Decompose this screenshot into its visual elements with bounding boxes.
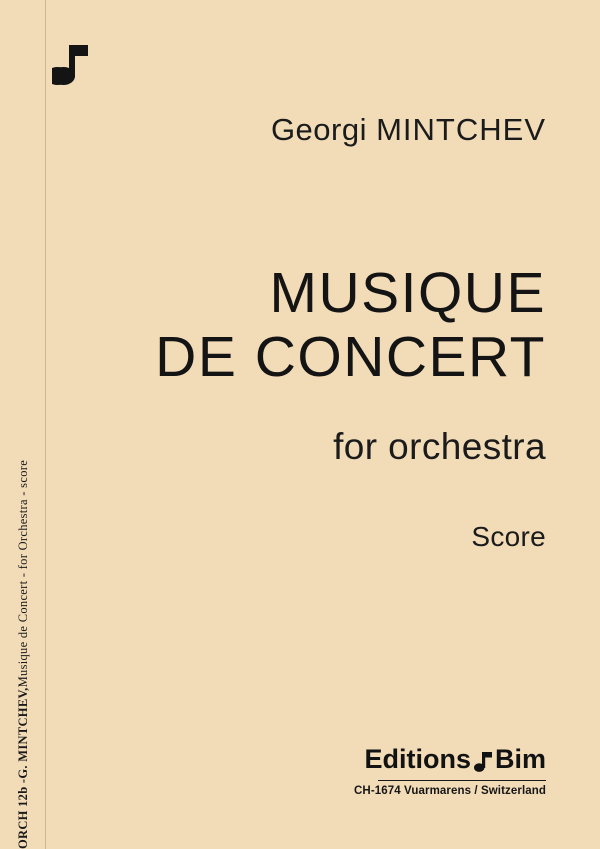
spine-text-block	[0, 0, 46, 849]
publisher-name-bim: Bim	[494, 744, 546, 774]
cover-content	[46, 0, 600, 849]
spine-strip	[0, 0, 46, 849]
publisher-address: CH-1674 Vuarmarens / Switzerland	[354, 785, 546, 797]
bim-note-logo-icon	[474, 750, 492, 772]
title-line-2: DE CONCERT	[155, 324, 546, 389]
spine-description: Musique de Concert - for Orchestra - score	[16, 459, 30, 688]
composer-name	[271, 112, 546, 148]
publisher-block	[354, 744, 546, 797]
publisher-name-editions: Editions	[364, 744, 471, 774]
title-line-1: MUSIQUE	[269, 261, 546, 325]
subtitle: for orchestra	[333, 426, 546, 467]
score-label: Score	[471, 521, 546, 552]
composer-first-name: Georgi	[270, 112, 377, 147]
spine-catalog-number: ORCH 12b -	[16, 778, 30, 849]
composer-last-name: MINTCHEV	[376, 112, 546, 147]
spine-composer: G. MINTCHEV,	[16, 687, 30, 779]
publisher-divider	[378, 780, 546, 781]
publisher-name	[354, 744, 546, 775]
page-title	[155, 262, 546, 390]
